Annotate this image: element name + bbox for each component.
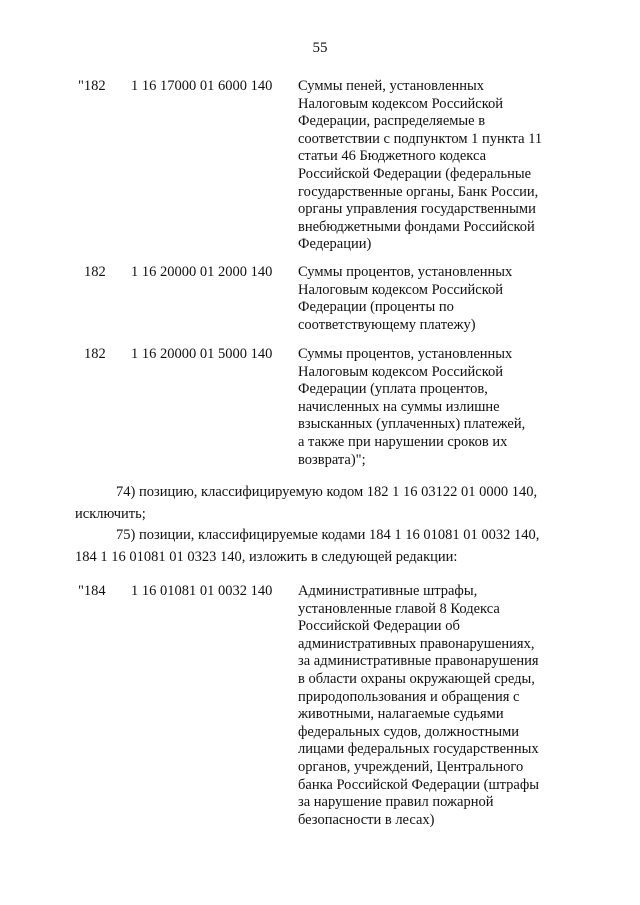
description-line: соответствии с подпунктом 1 пункта 11 [298,130,543,147]
description-line: Федерации, распределяемые в [298,113,486,130]
description-line: Налоговым кодексом Российской [298,281,504,298]
code-description [298,78,568,254]
description-line: Налоговым кодексом Российской [298,95,504,112]
description-line: начисленных на суммы излишне [298,398,500,415]
description-line: органы управления государственными [298,201,536,218]
description-line: а также при нарушении сроков их [298,433,508,450]
description-line: соответствующему платежу) [298,316,476,333]
description-line: животными, налагаемые судьями [298,706,504,723]
paragraph-line: 75) позиции, классифицируемые кодами 184 1 16 01081 01 0032 140, [116,527,540,543]
description-line: федеральных судов, должностными [298,723,520,740]
classification-code: 1 16 17000 01 6000 140 [131,78,273,94]
description-line: банка Российской Федерации (штрафы [298,776,539,793]
code-description [298,346,568,469]
paragraph-line: 184 1 16 01081 01 0323 140, изложить в следующей редакции: [75,548,458,565]
description-line: установленные главой 8 Кодекса [298,600,500,617]
classification-code: 1 16 01081 01 0032 140 [131,583,273,599]
description-line: Налоговым кодексом Российской [298,363,504,380]
paragraph-line: исключить; [75,505,146,522]
description-line: внебюджетными фондами Российской [298,218,535,235]
paragraph-line: 74) позицию, классифицируемую кодом 182 1 16 03122 01 0000 140, [116,484,538,500]
classification-code: 1 16 20000 01 2000 140 [131,264,273,280]
paragraph-item-75 [75,525,570,568]
description-line: Суммы пеней, установленных [298,78,484,94]
description-line: Федерации (проценты по [298,299,454,316]
description-line: Российской Федерации об [298,618,460,635]
description-line: Суммы процентов, установленных [298,346,513,362]
description-line: Суммы процентов, установленных [298,264,513,280]
description-line: за административные правонарушения [298,653,539,670]
description-line: Федерации) [298,236,372,253]
code-group: "184 [78,583,106,599]
code-description [298,264,568,334]
description-line: Федерации (уплата процентов, [298,381,488,398]
description-line: природопользования и обращения с [298,688,520,705]
description-line: государственные органы, Банк России, [298,183,539,200]
description-line: Российской Федерации (федеральные [298,165,532,182]
description-line: за нарушение правил пожарной [298,794,494,811]
description-line: взысканных (уплаченных) платежей, [298,416,526,433]
code-group: 182 [84,346,106,362]
description-line: органов, учреждений, Центрального [298,758,524,775]
page-number: 55 [312,40,328,56]
description-line: административных правонарушениях, [298,635,535,652]
classification-code: 1 16 20000 01 5000 140 [131,346,273,362]
description-line: лицами федеральных государственных [298,741,539,758]
description-line: безопасности в лесах) [298,811,435,828]
description-line: статьи 46 Бюджетного кодекса [298,148,487,165]
code-description [298,583,568,829]
description-line: Административные штрафы, [298,583,478,599]
code-group: "182 [78,78,106,94]
description-line: возврата)"; [298,451,366,468]
description-line: в области охраны окружающей среды, [298,670,535,687]
code-group: 182 [84,264,106,280]
paragraph-item-74 [75,482,570,525]
